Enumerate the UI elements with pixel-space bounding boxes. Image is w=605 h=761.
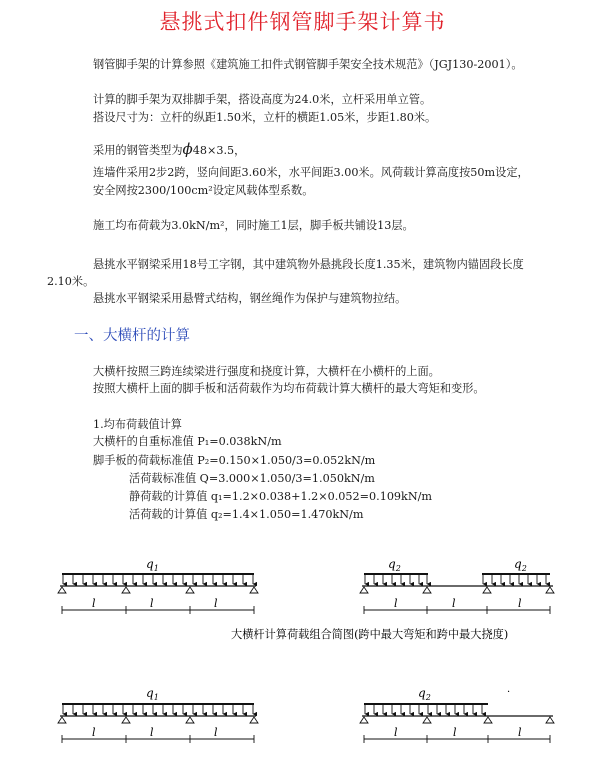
supports <box>360 717 554 723</box>
distributed-load-left <box>364 573 428 575</box>
load-diagrams <box>0 545 605 761</box>
span-label: l <box>394 726 398 739</box>
pipe-type-label: 采用的钢管类型为 <box>93 144 183 157</box>
load-scaffold-board: 脚手板的荷载标准值 P₂=0.150×1.050/3=0.052kN/m <box>93 454 376 467</box>
load-label-q1: $q_1$ <box>146 557 159 573</box>
span-label: l <box>92 597 96 610</box>
diameter-symbol-icon: ϕ <box>182 140 193 158</box>
subsection-heading: 1.均布荷载值计算 <box>93 418 182 431</box>
span-label: l <box>92 726 96 739</box>
load-arrows <box>365 575 546 584</box>
load-label-q2: $q_2$ <box>514 557 527 573</box>
span-label: l <box>453 726 457 739</box>
load-arrows <box>63 575 253 584</box>
load-live-calc: 活荷载的计算值 q₂=1.4×1.050=1.470kN/m <box>129 508 364 521</box>
beam-diagram-full-q1-lower <box>58 686 258 743</box>
section-desc-1: 大横杆按照三跨连续梁进行强度和挠度计算，大横杆在小横杆的上面。 <box>93 365 440 378</box>
supports <box>58 587 258 593</box>
supports <box>360 587 554 593</box>
param-safety-net: 安全网按2300/100cm²设定风载体型系数。 <box>93 184 314 197</box>
distributed-load-left <box>364 703 488 705</box>
load-self-weight: 大横杆的自重标准值 P₁=0.038kN/m <box>93 435 282 448</box>
span-label: l <box>518 726 522 739</box>
section-heading: 一、大横杆的计算 <box>74 328 190 344</box>
span-label: l <box>518 597 522 610</box>
diagram-caption: 大横杆计算荷载组合简图(跨中最大弯矩和跨中最大挠度) <box>231 628 509 641</box>
pipe-type-value: 48×3.5， <box>192 144 246 157</box>
load-live-standard: 活荷载标准值 Q=3.000×1.050/3=1.050kN/m <box>129 472 375 485</box>
span-label: l <box>452 597 456 610</box>
span-label: l <box>150 597 154 610</box>
load-arrows <box>63 705 253 714</box>
load-label-q1: $q_1$ <box>146 686 159 702</box>
load-label-q2: $q_2$ <box>418 686 431 702</box>
span-label: l <box>394 597 398 610</box>
param-height: 计算的脚手架为双排脚手架，搭设高度为24.0米，立杆采用单立管。 <box>93 93 432 106</box>
param-steel-beam-cont: 2.10米。 <box>47 275 95 288</box>
intro-text: 钢管脚手架的计算参照《建筑施工扣件式钢管脚手架安全技术规范》（JGJ130-2001）。 <box>93 58 523 71</box>
load-label-q2: $q_2$ <box>388 557 401 573</box>
stray-mark: · <box>507 687 511 698</box>
param-live-load: 施工均布荷载为3.0kN/m²，同时施工1层，脚手板共铺设13层。 <box>93 219 414 232</box>
param-pipe-type <box>93 142 245 158</box>
beam-diagram-full-q1 <box>58 557 258 614</box>
section-desc-2: 按照大横杆上面的脚手板和活荷载作为均布荷载计算大横杆的最大弯矩和变形。 <box>93 382 485 395</box>
distributed-load-top <box>62 573 254 575</box>
load-arrows <box>365 705 482 714</box>
load-static-calc: 静荷载的计算值 q₁=1.2×0.038+1.2×0.052=0.109kN/m <box>129 490 432 503</box>
span-label: l <box>214 597 218 610</box>
supports <box>58 717 258 723</box>
beam-diagram-two-span-q2 <box>360 686 554 743</box>
param-steel-beam: 悬挑水平钢梁采用18号工字钢，其中建筑物外悬挑段长度1.35米，建筑物内锚固段长度 <box>93 258 524 271</box>
distributed-load-top <box>62 703 254 705</box>
param-cantilever: 悬挑水平钢梁采用悬臂式结构，钢丝绳作为保护与建筑物拉结。 <box>93 292 407 305</box>
distributed-load-right <box>482 573 550 575</box>
span-label: l <box>150 726 154 739</box>
beam-diagram-alt-q2 <box>360 557 554 614</box>
param-wall-ties: 连墙件采用2步2跨，竖向间距3.60米，水平间距3.00米。风荷载计算高度按50m设定， <box>93 166 529 179</box>
span-label: l <box>214 726 218 739</box>
document-title: 悬挑式扣件钢管脚手架计算书 <box>159 10 446 34</box>
param-dimensions: 搭设尺寸为：立杆的纵距1.50米，立杆的横距1.05米，步距1.80米。 <box>93 111 437 124</box>
